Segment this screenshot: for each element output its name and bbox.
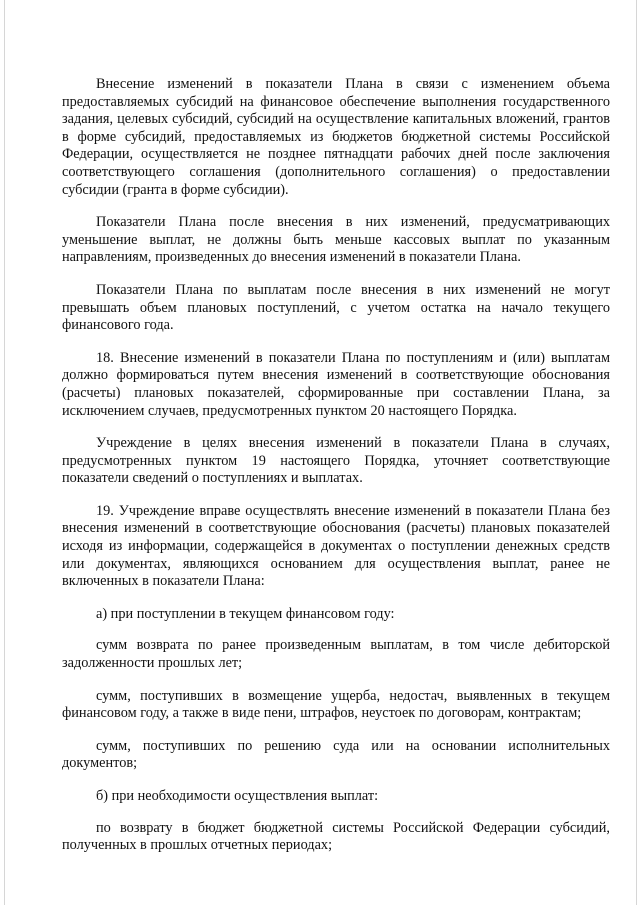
list-item-budget-return: по возврату в бюджет бюджетной системы Российской Федерации субсидий, полученных в прошлых отчетных периодах; bbox=[62, 819, 610, 854]
paragraph-subsidy-changes: Внесение изменений в показатели Плана в связи с изменением объема предоставляемых субсидий на финансовое обеспечение выполнения государственного задания, целевых субсидий, субсидий на осуществление капитальных вложений, грантов в форме субсидий, предоставляемых из бюджетов бюджетной системы Российской Федерации, осуществляется не позднее пятнадцати рабочих дней после заключения соответствующего соглашения (дополнительного соглашения) о предоставлении субсидии (гранта в форме субсидии). bbox=[62, 76, 610, 198]
list-item-refunds: сумм возврата по ранее произведенным выплатам, в том числе дебиторской задолженности прошлых лет; bbox=[62, 637, 610, 672]
paragraph-item-18: 18. Внесение изменений в показатели Плана по поступлениям и (или) выплатам должно формироваться путем внесения изменений в соответствующие обоснования (расчеты) плановых показателей, сформированные при составлении Плана, за исключением случаев, предусмотренных пунктом 20 настоящего Порядка. bbox=[62, 349, 610, 419]
paragraph-institution-refines: Учреждение в целях внесения изменений в показатели Плана в случаях, предусмотренных пунктом 19 настоящего Порядка, уточняет соответствующие показатели сведений о поступлениях и выплатах. bbox=[62, 435, 610, 487]
list-item-damages: сумм, поступивших в возмещение ущерба, недостач, выявленных в текущем финансовом году, а также в виде пени, штрафов, неустоек по договорам, контрактам; bbox=[62, 687, 610, 722]
list-item-court-decisions: сумм, поступивших по решению суда или на основании исполнительных документов; bbox=[62, 737, 610, 772]
list-heading-b: б) при необходимости осуществления выплат: bbox=[96, 788, 379, 804]
list-heading-a: а) при поступлении в текущем финансовом году: bbox=[96, 605, 395, 622]
page-edge-right bbox=[636, 0, 637, 905]
paragraph-reduction-limits: Показатели Плана после внесения в них изменений, предусматривающих уменьшение выплат, не должны быть меньше кассовых выплат по указанным направлениям, произведенных до внесения изменений в показатели Плана. bbox=[62, 214, 610, 266]
paragraph-item-19: 19. Учреждение вправе осуществлять внесение изменений в показатели Плана без внесения изменений в соответствующие обоснования (расчеты) плановых показателей исходя из информации, содержащейся в документах о поступлении денежных средств или документах, являющихся основанием для осуществления выплат, ранее не включенных в показатели Плана: bbox=[62, 502, 610, 590]
paragraph-payments-cap: Показатели Плана по выплатам после внесения в них изменений не могут превышать объем плановых поступлений, с учетом остатка на начало текущего финансового года. bbox=[62, 281, 610, 334]
document-body bbox=[62, 76, 610, 870]
page-edge-left bbox=[4, 0, 5, 905]
